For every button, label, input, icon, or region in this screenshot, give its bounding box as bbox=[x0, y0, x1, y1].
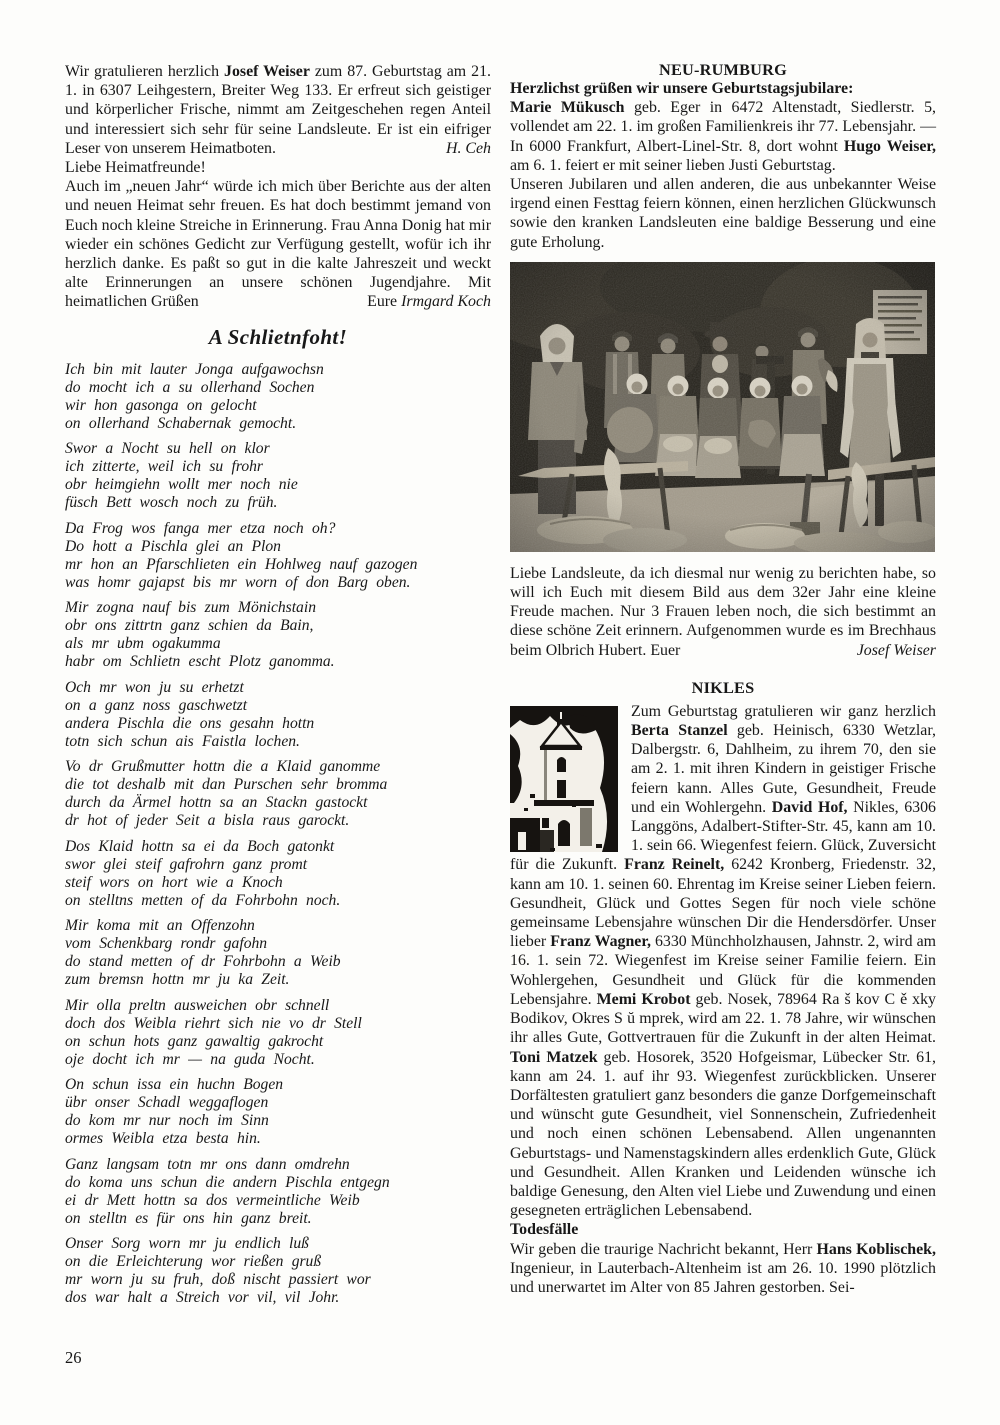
poem-line: mr hon an Pfarschlieten ein Hohlweg nauf gazogen bbox=[65, 555, 418, 573]
poem-line: ei dr Mett hottn sa dos vermeintliche Weib bbox=[65, 1191, 360, 1209]
poem-line: habr om Schlietn escht Plotz ganomma. bbox=[65, 653, 335, 671]
poem-line: ormes Weibla etza besta hin. bbox=[65, 1130, 261, 1148]
poem-line: was homr gajapst bis mr worn of don Barg oben. bbox=[65, 573, 411, 591]
poem-line: On schun issa ein huchn Bogen bbox=[65, 1076, 284, 1094]
poem-line: on a ganz noss gaschwetzt bbox=[65, 696, 248, 714]
paragraph-nikles: Zum Geburtstag gratulieren wir ganz herzlich Berta Stanzel geb. Heinisch, 6330 Wetzlar, Dalbergstr. 6, Dahlheim, zu ihrem 70, den sie am 2. 1. mit ihren Kindern in geistiger Frische feiern kann. Alles Gute, Gesundheit, Freude und ein Wohlergehn. David Hof, Nikles, 6306 Langgöns, Adalbert-Stifter-Str. 45, kann am 10. 1. sein 66. Wiegenfest feiern. Glück, Zuversicht für die Zukunft. Franz Reinelt, 6242 Kronberg, Friedenstr. 32, kann am 10. 1. seinen 60. Ehrentag im Kreise seiner Lieben feiern. Gesundheit, Glück und Gottes Segen für noch viele schöne gemeinsame Lebensjahre wünschen Dir die Hendersdörfer. Unser lieber Franz Wagner, 6330 Münchholzhausen, Jahnstr. 2, wird am 16. 1. sein 72. Wiegenfest im Kreise seiner Familie feiern. Ein Wohlergehen, Gesundheit und Glück für die kommenden Lebensjahre. Memi Krobot geb. Nosek, 78964 Ra š kov C ě xky Bodikov, Okres S ŭ mprek, wird am 22. 1. 78 Jahre, wir wünschen ihr alles Gute, Gottvertrauen für die Zukunft in der alten Heimat. Toni Matzek geb. Hosorek, 3520 Hofgeismar, Lübecker Str. 61, kann am 24. 1. auf ihr 93. Wiegenfest zurückblicken. Unserer Dorfältesten gratuliert ganz besonders die ganze Dorfgemeinschaft und wünscht gute Gesundheit, viel Sonnenschein, Zufriedenheit und noch einen schönen Lebensabend. Allen ungenannten Geburtstags- und Namenstagskindern alles erdenklich Gute, Glück und Gesundheit. Allen Kranken und Leidenden wünsche ich baldige Genesung, den Alten viel Liebe und Zuwendung und einen gesegneten erträglichen Lebensabend. bbox=[510, 702, 937, 1220]
church-woodcut-illustration bbox=[510, 705, 618, 853]
poem-line: dos war halt a Streich vor vil, vil Johr. bbox=[65, 1289, 340, 1307]
poem-line: Swor a Nocht su hell on klor bbox=[65, 440, 270, 458]
poem-line: obr ons zittrtn ganz schien da Bain, bbox=[65, 617, 314, 635]
poem-stanza bbox=[65, 997, 491, 1069]
poem-stanza bbox=[65, 679, 491, 751]
poem-line: mr worn ju su fruh, doß nischt passiert wor bbox=[65, 1271, 371, 1289]
poem-stanza bbox=[65, 838, 491, 910]
poem-stanza bbox=[65, 758, 491, 830]
poem-line: ich zitterte, weil ich su frohr bbox=[65, 458, 263, 476]
poem-line: on ollerhand Schabernak gemocht. bbox=[65, 414, 297, 432]
group-photo-1932 bbox=[510, 262, 935, 552]
poem-line: Mir olla preltn ausweichen obr schnell bbox=[65, 996, 330, 1014]
poem-line: die tot deshalb mit dan Purschen sehr bromma bbox=[65, 776, 388, 794]
paragraph-wuensche: Unseren Jubilaren und allen anderen, die aus unbekannter Weise irgend einen Festtag feiern können, einen herzlichen Glückwunsch sowie den kranken Landsleuten eine baldige Besserung und eine gute Erholung. bbox=[510, 176, 936, 251]
poem-line: andera Pischla die ons gesahn hottn bbox=[65, 714, 315, 732]
poem-line: do kom mr nur noch im Sinn bbox=[65, 1112, 269, 1130]
poem-line: vom Schenkbarg rondr gafohn bbox=[65, 935, 268, 953]
poem-title: A Schlietnfoht! bbox=[208, 324, 348, 349]
poem-stanza bbox=[65, 440, 491, 512]
poem-line: do stand metten of dr Fohrbohn a Weib bbox=[65, 953, 341, 971]
poem-line: Ich bin mit lauter Jonga aufgawochsn bbox=[65, 360, 324, 378]
poem-line: on stelltn es für ons hin ganz breit. bbox=[65, 1209, 312, 1227]
greeting-heading: Liebe Heimatfreunde! bbox=[65, 159, 206, 177]
poem-stanzas bbox=[65, 361, 491, 1308]
poem-line: zum bremsn hottn mr ju ka Zeit. bbox=[65, 971, 290, 989]
poem-stanza bbox=[65, 1156, 491, 1228]
poem-line: wir hon gasonga on gelocht bbox=[65, 396, 257, 414]
poem-line: do mocht ich a su ollerhand Sochen bbox=[65, 378, 315, 396]
section-title-neu-rumburg: NEU-RUMBURG bbox=[659, 60, 787, 79]
paragraph-josef-weiser: Wir gratulieren herzlich Josef Weiser zum 87. Geburtstag am 21. 1. in 6307 Leihgestern, Breiter Weg 133. Er erfreut sich geistiger und körperlicher Frische, nimmt am Zeitgeschehen regen Anteil und interessiert sich sehr für seine Landsleute. Er ist ein eifriger Leser von unserem Heimatboten. H. Ceh bbox=[65, 63, 491, 157]
photo-caption: Liebe Landsleute, da ich diesmal nur wenig zu berichten habe, so will ich Euch mit diesem Bild aus dem 32er Jahr eine kleine Freude machen. Nur 3 Frauen leben noch, die sich bestimmt an diese schöne Zeit erinnern. Aufgenommen wurde es im Brechhaus beim Olbrich Hubert. Euer Josef Weiser bbox=[510, 564, 936, 659]
poem-line: do koma uns schun die andern Pischla entgegn bbox=[65, 1173, 390, 1191]
poem-line: Onser Sorg worn mr ju endlich luß bbox=[65, 1235, 309, 1253]
poem-line: Mir zogna nauf bis zum Mönichstain bbox=[65, 599, 316, 617]
poem-stanza bbox=[65, 1076, 491, 1148]
poem-line: totn sich schun ais Faistla lochen. bbox=[65, 732, 300, 750]
poem-line: on stelltns metten of da Fohrbohn noch. bbox=[65, 891, 341, 909]
poem-line: durch da Ärmel hottn sa an Stackn gastockt bbox=[65, 794, 368, 812]
poem-line: Do hott a Pischla glei an Plon bbox=[65, 537, 281, 555]
page-number: 26 bbox=[65, 1348, 82, 1367]
section-title-nikles: NIKLES bbox=[691, 677, 755, 697]
poem-line: steif wors on hort wie a Knoch bbox=[65, 873, 283, 891]
poem-line: Och mr won ju su erhetzt bbox=[65, 678, 244, 696]
poem-line: on schun hots ganz gawaltig gakrocht bbox=[65, 1032, 324, 1050]
poem-stanza bbox=[65, 361, 491, 433]
paragraph-todesfaelle: Wir geben die traurige Nachricht bekannt, Herr Hans Koblischek, Ingenieur, in Lauterbach-Altenheim ist am 26. 10. 1990 plötzlich und unerwartet im Alter von 85 Jahren gestorben. Sei- bbox=[510, 1240, 936, 1296]
poem-line: doch dos Weibla riehrt sich nie vo dr Stell bbox=[65, 1014, 362, 1032]
church-woodcut bbox=[510, 705, 618, 853]
poem-line: dr hot of jeder Seit a bisla raus garockt. bbox=[65, 812, 350, 830]
left-column bbox=[65, 62, 491, 1315]
poem-line: obr heimgiehn wollt mer noch nie bbox=[65, 476, 298, 494]
poem-line: Vo dr Grußmutter hottn die a Klaid ganomme bbox=[65, 758, 381, 776]
poem-line: Dos Klaid hottn sa ei da Boch gatonkt bbox=[65, 837, 335, 855]
poem-line: swor glei steif gafrohrn ganz promt bbox=[65, 855, 308, 873]
poem-line: als mr ubm ogakumma bbox=[65, 635, 221, 653]
poem bbox=[65, 324, 491, 1308]
poem-line: füsch Bett wosch noch zu früh. bbox=[65, 494, 278, 512]
poem-line: on die Erleichterung wor rießen gruß bbox=[65, 1253, 322, 1271]
poem-stanza bbox=[65, 1235, 491, 1307]
paragraph-heimatfreunde: Auch im „neuen Jahr“ würde ich mich über Berichte aus der alten und neuen Heimat sehr freuen. Es hat doch bestimmt jemand von Euch noch kleine Streiche in Erinnerung. Frau Anna Donig hat mir wieder ein schönes Gedicht zur Verfügung gestellt, wofür ich ihr herzlich danke. Es paßt so gut in die kalte Jahreszeit und weckt alte Erinnerungen an unsere schönen Jugendjahre. Mit heimatlichen Grüßen Eure Irmgard Koch bbox=[65, 178, 491, 311]
right-column bbox=[510, 60, 936, 1297]
poem-line: oje docht ich mr — na guda Nocht. bbox=[65, 1050, 315, 1068]
jubilare-subheading: Herzlichst grüßen wir unsere Geburtstagsjubilare: bbox=[510, 80, 854, 97]
paragraph-jubilare: Marie Mükusch geb. Eger in 6472 Altenstadt, Siedlerstr. 5, vollendet am 22. 1. im großen Familienkreis ihr 77. Lebensjahr. — In 6000 Frankfurt, Albert-Linel-Str. 8, dort wohnt Hugo Weiser, am 6. 1. feiert er mit seiner lieben Justi Geburtstag. bbox=[510, 99, 936, 174]
group-photo-illustration bbox=[510, 262, 935, 552]
poem-stanza bbox=[65, 520, 491, 592]
poem-line: Mir koma mit an Offenzohn bbox=[65, 917, 255, 935]
nikles-body bbox=[510, 702, 936, 1220]
poem-stanza bbox=[65, 917, 491, 989]
poem-line: Ganz langsam totn mr ons dann omdrehn bbox=[65, 1155, 350, 1173]
todesfaelle-heading: Todesfälle bbox=[510, 1221, 579, 1239]
poem-stanza bbox=[65, 599, 491, 671]
poem-line: Da Frog wos fanga mer etza noch oh? bbox=[65, 519, 336, 537]
poem-line: übr onser Schadl weggaflogen bbox=[65, 1094, 269, 1112]
